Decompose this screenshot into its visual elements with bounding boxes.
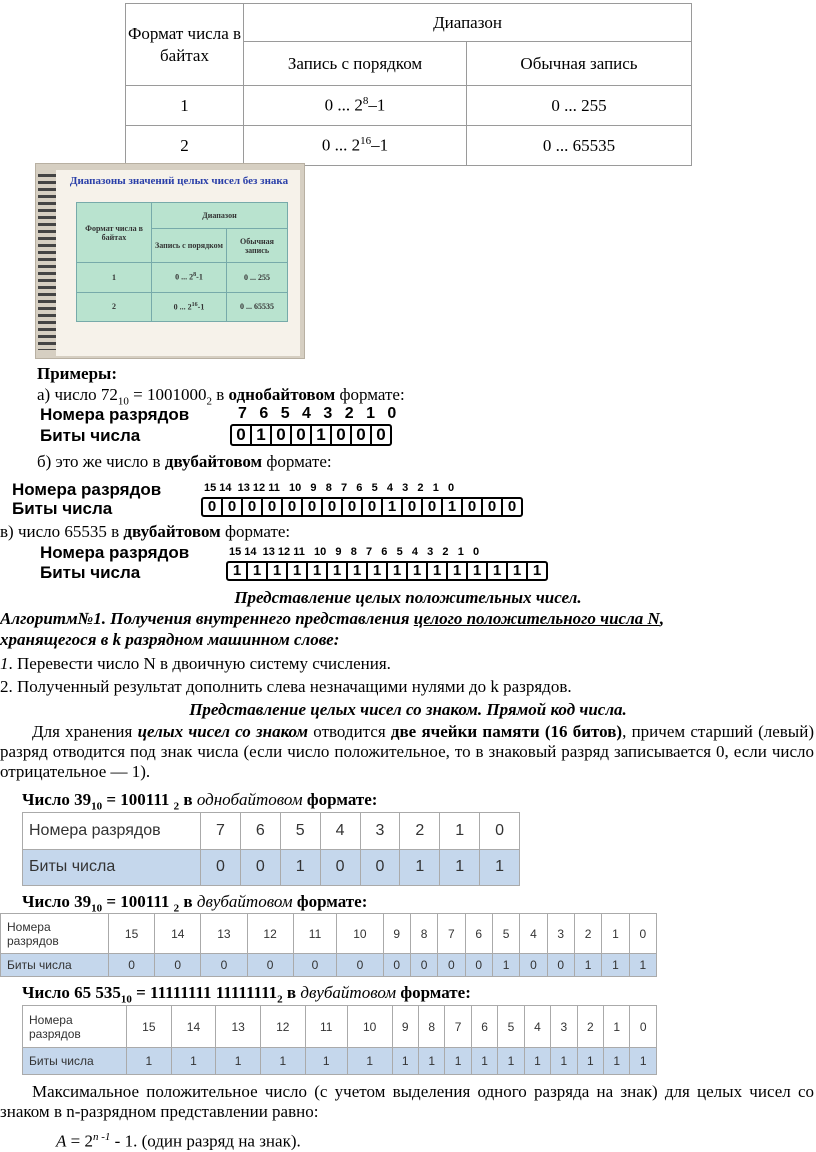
bit-cell: 1 xyxy=(348,563,368,579)
positions-row: Номера разрядов 15 14 13 12 11 10 9 8 7 6 5 4 3 2 1 0 xyxy=(1,914,657,954)
position-cell: 2 xyxy=(400,813,440,850)
bit-cell: 0 xyxy=(337,954,383,977)
algorithm-title: Алгоритм№1. Получения внутреннего представления целого положительного числа N, xyxy=(0,609,665,628)
position-cell: 0 xyxy=(480,813,520,850)
position-cell: 3 xyxy=(360,813,400,850)
bit-cell: 0 xyxy=(293,954,337,977)
bit-cell: 0 xyxy=(243,499,263,515)
bit-cell: 0 xyxy=(323,499,343,515)
position-cell: 6 xyxy=(465,914,492,954)
ex1-label-positions: Номера разрядов xyxy=(40,405,190,424)
bit-cell: 0 xyxy=(203,499,223,515)
bit-cell: 1 xyxy=(268,563,288,579)
bit-cell: 0 xyxy=(363,499,383,515)
bit-cell: 1 xyxy=(305,1048,347,1075)
ex3-label-positions: Номера разрядов xyxy=(40,543,190,562)
bit-cell: 1 xyxy=(602,954,629,977)
bit-cell: 1 xyxy=(629,954,656,977)
bit-cell: 0 xyxy=(463,499,483,515)
table-row: 1 0 ... $2^8-1$ 0 ... 255 xyxy=(77,263,288,293)
position-cell: 10 xyxy=(347,1006,392,1048)
position-cell: 14 xyxy=(155,914,201,954)
table-row: 2 0 ... $2^{16}-1$ 0 ... 65535 xyxy=(126,126,692,166)
bit-cell: 0 xyxy=(155,954,201,977)
bit-cell: 1 xyxy=(508,563,528,579)
bit-cell: 1 xyxy=(445,1048,471,1075)
bit-cell: 1 xyxy=(347,1048,392,1075)
signed3-heading: Число 65 $535_{10} = 11111111$ $11111111_2$ в двубайтовом формате: xyxy=(22,983,471,1006)
bit-cell: 1 xyxy=(280,849,320,886)
bit-cell: 0 xyxy=(232,426,252,444)
bit-cell: 1 xyxy=(532,562,542,579)
bit-cell: 0 xyxy=(507,498,517,515)
signed2-table xyxy=(0,913,657,977)
header-format: Формат числа в байтах xyxy=(126,4,244,86)
bit-cell: 0 xyxy=(438,954,465,977)
bit-cell: 1 xyxy=(392,1048,418,1075)
bit-cell: 0 xyxy=(292,426,312,444)
position-cell: 4 xyxy=(524,1006,550,1048)
position-cell: 7 xyxy=(201,813,241,850)
signed1-heading: Число $39_{10} = 100111$ $_2$ в однобайтовом формате: xyxy=(22,790,378,813)
bit-cell: 0 xyxy=(483,499,503,515)
position-cell: 14 xyxy=(171,1006,216,1048)
bit-cell: 1 xyxy=(443,499,463,515)
position-cell: 0 xyxy=(629,914,656,954)
notebook-rings xyxy=(38,174,56,350)
bit-cell: 0 xyxy=(343,499,363,515)
signed1-table xyxy=(22,812,520,886)
position-cell: 12 xyxy=(247,914,293,954)
ex3-label-bits: Биты числа xyxy=(40,563,141,582)
bit-cell: 0 xyxy=(320,849,360,886)
position-cell: 2 xyxy=(577,1006,603,1048)
bit-cell: 0 xyxy=(272,426,292,444)
position-cell: 1 xyxy=(440,813,480,850)
positions-row: Номера разрядов 7 6 5 4 3 2 1 0 xyxy=(23,813,520,850)
bit-cell: 1 xyxy=(448,563,468,579)
bit-cell: 1 xyxy=(574,954,601,977)
position-cell: 2 xyxy=(574,914,601,954)
bit-cell: 1 xyxy=(248,563,268,579)
position-cell: 3 xyxy=(551,1006,577,1048)
algorithm-title-line2: хранящегося в k разрядном машинном слове: xyxy=(0,630,340,649)
bit-cell: 1 xyxy=(630,1048,657,1075)
bit-cell: 0 xyxy=(201,849,241,886)
position-cell: 4 xyxy=(520,914,547,954)
bit-cell: 0 xyxy=(240,849,280,886)
bit-cell: 1 xyxy=(468,563,488,579)
position-cell: 5 xyxy=(280,813,320,850)
max-formula: $A = 2^{n -1} - 1$. (один разряд на знак). xyxy=(56,1131,301,1151)
position-cell: 3 xyxy=(547,914,574,954)
ex2-positions: 15 14 13 12 11 10 9 8 7 6 5 4 3 2 1 0 xyxy=(204,482,455,494)
bit-cell: 0 xyxy=(360,849,400,886)
bit-cell: 1 xyxy=(498,1048,524,1075)
bit-cell: 1 xyxy=(368,563,388,579)
header-exp: Запись с порядком xyxy=(244,42,467,86)
bit-cell: 0 xyxy=(520,954,547,977)
bit-cell: 0 xyxy=(303,499,323,515)
position-cell: 8 xyxy=(410,914,437,954)
slide-table: Формат числа в байтах Диапазон Запись с порядком Обычная запись 1 0 ... $2^8-1$ 0 ... 255 2 0 ... $2^{16}-1$ 0 ... 65535 xyxy=(76,202,288,322)
slide-title: Диапазоны значений целых чисел без знака xyxy=(69,175,289,187)
bits-row: Биты числа 1 1 1 1 1 1 1 1 1 1 1 1 1 1 1 1 xyxy=(23,1048,657,1075)
bit-cell: 1 xyxy=(252,426,272,444)
bit-cell: 1 xyxy=(260,1048,305,1075)
position-cell: 5 xyxy=(498,1006,524,1048)
ex2-bits xyxy=(201,497,523,517)
position-cell: 13 xyxy=(216,1006,261,1048)
bit-cell: 0 xyxy=(223,499,243,515)
bit-cell: 1 xyxy=(418,1048,444,1075)
bit-cell: 1 xyxy=(488,563,508,579)
bit-cell: 0 xyxy=(201,954,247,977)
position-cell: 7 xyxy=(445,1006,471,1048)
algorithm-step2: 2. Полученный результат дополнить слева незначащими нулями до k разрядов. xyxy=(0,677,572,696)
examples-heading: Примеры: xyxy=(37,364,117,383)
bit-cell: 1 xyxy=(388,563,408,579)
bit-cell: 1 xyxy=(171,1048,216,1075)
position-cell: 7 xyxy=(438,914,465,954)
position-cell: 10 xyxy=(337,914,383,954)
signed-paragraph: Для хранения целых чисел со знаком отводится две ячейки памяти (16 битов), причем старший (левый) разряд отводится под знак числа (если число положительное, то в знаковый разряд записывается 0, если число отрицательное — 1). xyxy=(0,722,814,781)
bit-cell: 1 xyxy=(383,499,403,515)
ex1-bits xyxy=(230,424,392,446)
bit-cell: 1 xyxy=(524,1048,550,1075)
position-cell: 1 xyxy=(602,914,629,954)
bit-cell: 1 xyxy=(471,1048,497,1075)
position-cell: 4 xyxy=(320,813,360,850)
ex2-label-bits: Биты числа xyxy=(12,499,113,518)
bit-cell: 1 xyxy=(308,563,328,579)
ex1-positions: 7 6 5 4 3 2 1 0 xyxy=(238,405,399,422)
bit-cell: 1 xyxy=(480,849,520,886)
position-cell: 9 xyxy=(383,914,410,954)
bit-cell: 1 xyxy=(328,563,348,579)
signed2-heading: Число $39_{10} = 100111$ $_2$ в двубайтовом формате: xyxy=(22,892,368,915)
position-cell: 12 xyxy=(260,1006,305,1048)
position-cell: 11 xyxy=(305,1006,347,1048)
bit-cell: 1 xyxy=(604,1048,630,1075)
ex3-bits xyxy=(226,561,548,581)
bit-cell: 1 xyxy=(408,563,428,579)
ex3-positions: 15 14 13 12 11 10 9 8 7 6 5 4 3 2 1 0 xyxy=(229,546,480,558)
position-cell: 6 xyxy=(240,813,280,850)
bit-cell: 0 xyxy=(109,954,155,977)
bit-cell: 1 xyxy=(216,1048,261,1075)
position-cell: 8 xyxy=(418,1006,444,1048)
range-table xyxy=(125,3,692,166)
position-cell: 11 xyxy=(293,914,337,954)
bit-cell: 0 xyxy=(352,426,372,444)
example-a-text: а) число $72_{10} = 1001000_2$ в однобайтовом формате: xyxy=(37,385,405,408)
position-cell: 6 xyxy=(471,1006,497,1048)
bit-cell: 1 xyxy=(127,1048,172,1075)
positions-row: Номера разрядов 15 14 13 12 11 10 9 8 7 6 5 4 3 2 1 0 xyxy=(23,1006,657,1048)
bit-cell: 0 xyxy=(283,499,303,515)
bit-cell: 1 xyxy=(577,1048,603,1075)
section2-title: Представление целых чисел со знаком. Прямой код числа. xyxy=(189,700,627,719)
max-paragraph: Максимальное положительное число (с учетом выделения одного разряда на знак) для целых чисел со знаком в n-разрядном представлении равно: xyxy=(0,1082,814,1121)
bit-cell: 1 xyxy=(312,426,332,444)
bit-cell: 0 xyxy=(547,954,574,977)
algorithm-step1: 1. Перевести число N в двоичную систему счисления. xyxy=(0,654,391,673)
table-row: 2 0 ... $2^{16}-1$ 0 ... 65535 xyxy=(77,292,288,322)
bits-row: Биты числа 0 0 1 0 0 1 1 1 xyxy=(23,849,520,886)
bit-cell: 0 xyxy=(247,954,293,977)
bit-cell: 0 xyxy=(403,499,423,515)
bit-cell: 0 xyxy=(376,425,386,444)
bit-cell: 1 xyxy=(492,954,519,977)
bit-cell: 0 xyxy=(332,426,352,444)
position-cell: 0 xyxy=(630,1006,657,1048)
table-row: 1 0 ... $2^8-1$ 0 ... 255 xyxy=(126,86,692,126)
header-range: Диапазон xyxy=(244,4,692,42)
bit-cell: 1 xyxy=(551,1048,577,1075)
header-plain: Обычная запись xyxy=(467,42,692,86)
bit-cell: 0 xyxy=(263,499,283,515)
position-cell: 9 xyxy=(392,1006,418,1048)
bit-cell: 0 xyxy=(410,954,437,977)
position-cell: 13 xyxy=(201,914,247,954)
bit-cell: 1 xyxy=(428,563,448,579)
bit-cell: 1 xyxy=(288,563,308,579)
bit-cell: 0 xyxy=(423,499,443,515)
ex2-label-positions: Номера разрядов xyxy=(12,480,162,499)
signed3-table xyxy=(22,1005,657,1075)
position-cell: 15 xyxy=(127,1006,172,1048)
bit-cell: 0 xyxy=(383,954,410,977)
slide-image xyxy=(35,163,305,359)
bit-cell: 1 xyxy=(228,563,248,579)
example-b-text: б) это же число в двубайтовом формате: xyxy=(37,452,332,471)
section1-title: Представление целых положительных чисел. xyxy=(234,588,582,607)
ex1-label-bits: Биты числа xyxy=(40,426,141,445)
bit-cell: 1 xyxy=(400,849,440,886)
example-c-text: в) число 65535 в двубайтовом формате: xyxy=(0,522,291,541)
bit-cell: 0 xyxy=(465,954,492,977)
position-cell: 1 xyxy=(604,1006,630,1048)
bits-row: Биты числа 0 0 0 0 0 0 0 0 0 0 1 0 0 1 1 1 xyxy=(1,954,657,977)
position-cell: 15 xyxy=(109,914,155,954)
bit-cell: 1 xyxy=(440,849,480,886)
position-cell: 5 xyxy=(492,914,519,954)
